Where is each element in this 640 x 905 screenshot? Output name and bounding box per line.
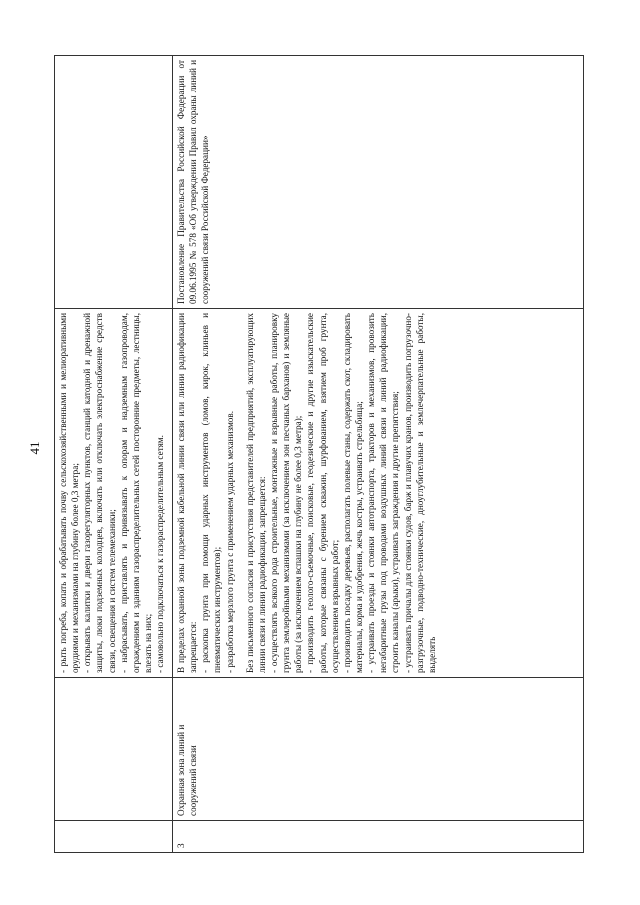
restriction-paragraph: - раскопка грунта при помощи ударных инструментов (ломов, кирок, клиньев и пневматических инструментов); <box>200 313 223 673</box>
legal-document-cell: Постановление Правительства Российской Федерации от 09.06.1995 № 578 «Об утверждении Правил охраны линий и сооружений связи Российской Федерации» <box>173 56 584 309</box>
restrictions-cell <box>173 309 584 678</box>
restriction-paragraph: - осуществлять всякого рода строительные, монтажные и взрывные работы, планировку грунта землеройными механизмами (за исключением зон песчаных барханов) и земляные работы (за исключением вспашки на глубину не более 0,3 метра); <box>268 313 304 673</box>
page-number: 41 <box>27 441 42 455</box>
restriction-paragraph: - рыть погреба, копать и обрабатывать почву сельскохозяйственными и мелиоративными орудиями и механизмами на глубину более 0,3 метра; <box>58 313 81 673</box>
restriction-paragraph: - производить геолого-съемочные, поисковые, геодезические и другие изыскательские работы, которые связаны с бурением скважин, шурфованием, взятием проб грунта, осуществлением взрывных работ; <box>305 313 340 673</box>
restriction-paragraph: - производить посадку деревьев, располагать полевые станы, содержать скот, складировать материалы, корма и удобрения, жечь костры, устраивать стрельбища; <box>341 313 364 673</box>
restriction-paragraph: Без письменного согласия и присутствия представителей предприятий, эксплуатирующих линии связи и линии радиофикации, запрещается: <box>244 313 267 673</box>
restriction-paragraph: - открывать калитки и двери газорегуляторных пунктов, станций катодной и дренажной защиты, люки подземных колодцев, включать или отключать электроснабжение средств связи, освещения и систем телемеханики; <box>82 313 117 673</box>
restriction-paragraph: В пределах охранной зоны подземной кабельной линии связи или линии радиофикации запрещается: <box>176 313 199 673</box>
zone-name-cell <box>55 678 173 821</box>
restriction-paragraph: - разработка мерзлого грунта с применением ударных механизмов. <box>224 410 235 673</box>
restriction-paragraph: - устраивать проезды и стоянки автотранспорта, тракторов и механизмов, провозить негабаритные грузы под проводами воздушных линий связи и линий радиофикации, строить каналы (арыки), устраивать заграждения и другие препятствия; <box>366 313 401 673</box>
table-body <box>55 56 584 853</box>
restriction-paragraph: - самовольно подключаться к газораспределительным сетям. <box>155 435 166 673</box>
restriction-paragraph: - набрасывать, приставлять и привязывать к опорам и надземным газопроводам, ограждениям и зданиям газораспределительных сетей посторонние предметы, лестницы, влезать на них; <box>118 313 153 673</box>
legal-document-cell <box>55 56 173 309</box>
zone-name-cell: Охранная зона линий и сооружений связи <box>173 678 584 821</box>
restrictions-table <box>54 55 584 853</box>
row-number-cell: 3 <box>173 821 584 853</box>
restriction-paragraph: - устраивать причалы для стоянки судов, барж и плавучих кранов, производить погрузочно-разгрузочные, подводно-технические, дноуглубительные и землечерпательные работы, выделять <box>402 313 437 673</box>
table-row <box>173 56 584 853</box>
table-row <box>55 56 173 853</box>
document-sheet <box>54 56 583 853</box>
row-number-cell <box>55 821 173 853</box>
restrictions-cell <box>55 309 173 678</box>
